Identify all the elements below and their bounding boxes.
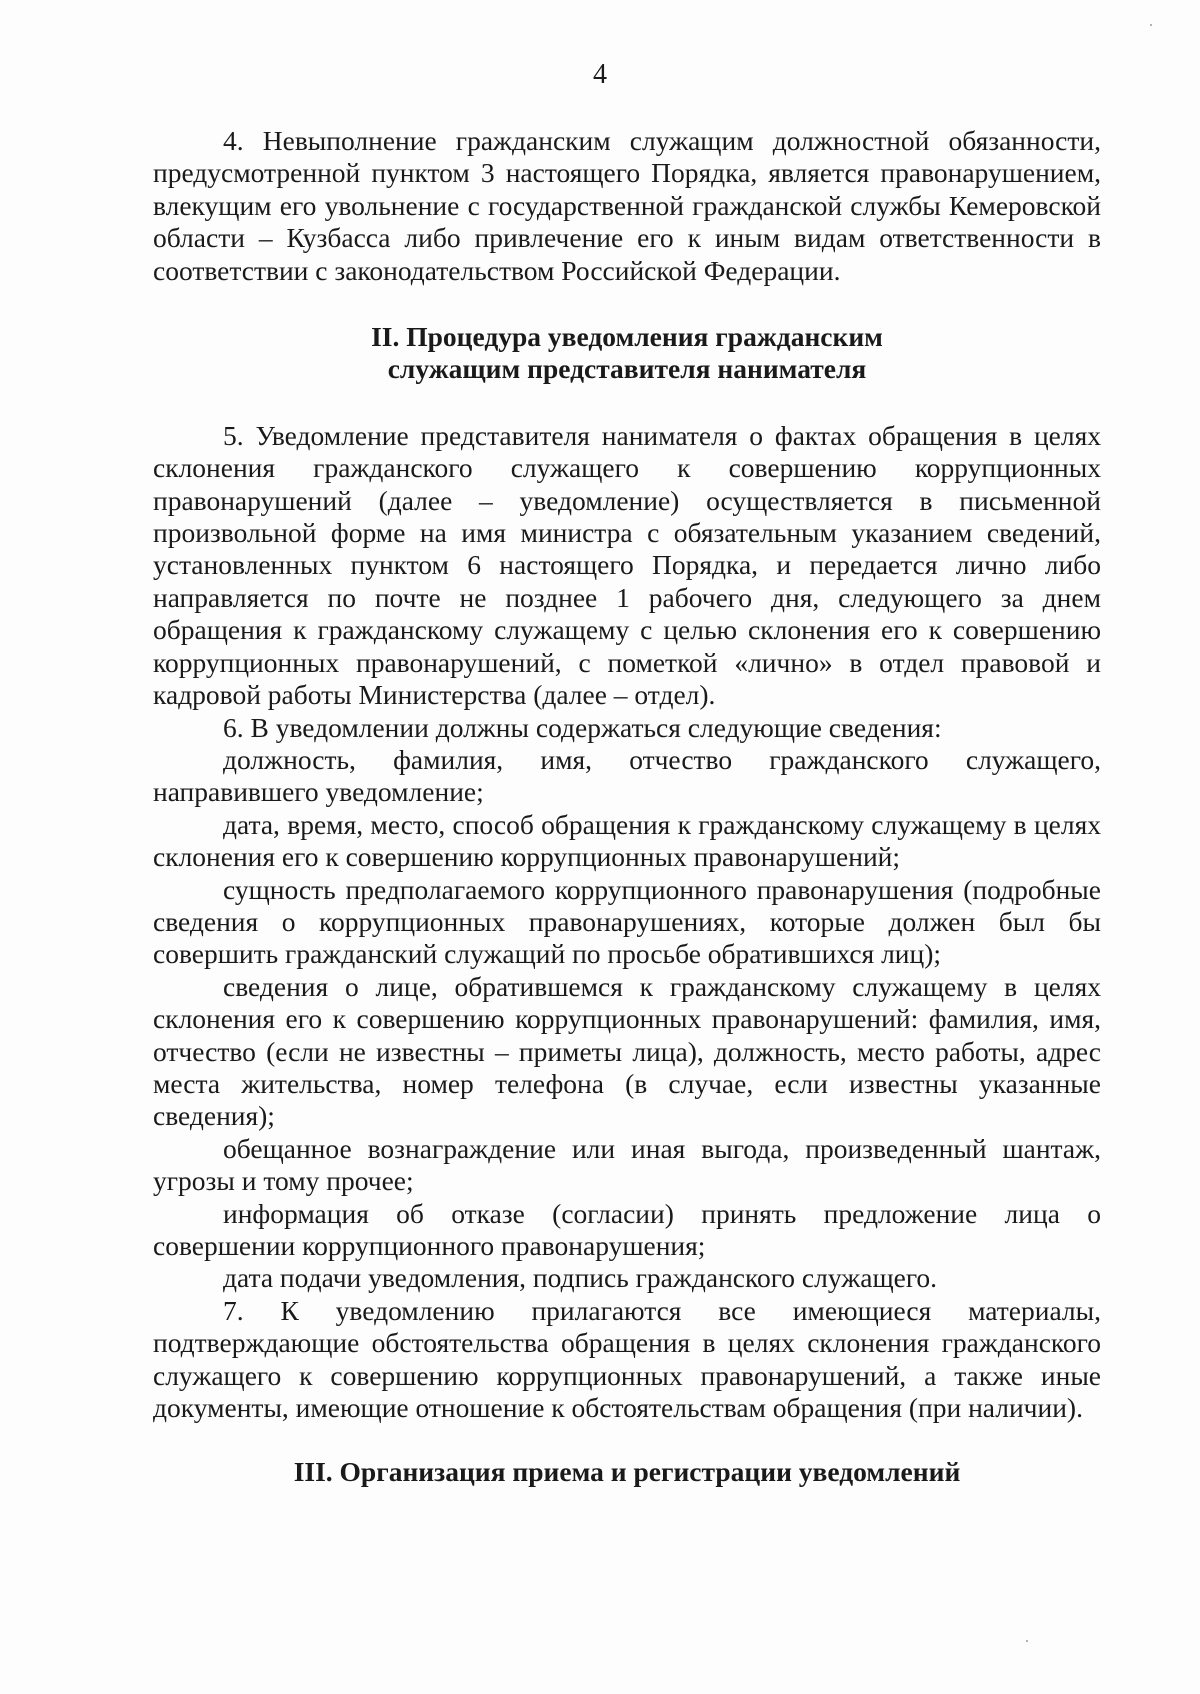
list-item-reward: обещанное вознаграждение или иная выгода, произведенный шантаж, угрозы и тому прочее; <box>153 1132 1101 1197</box>
list-item-refusal-info: информация об отказе (согласии) принять предложение лица о совершении коррупционного правонарушения; <box>153 1197 1101 1261</box>
paragraph-6: 6. В уведомлении должны содержаться следующие сведения: <box>223 711 942 743</box>
list-item-essence: сущность предполагаемого коррупционного правонарушения (подробные сведения о коррупционных правонарушениях, которые должен был бы совершить гражданский служащий по просьбе обратившихся лиц); <box>153 873 1101 970</box>
page-number: 4 <box>593 59 607 90</box>
section-2-heading <box>153 321 1101 386</box>
paragraph-7: 7. К уведомлению прилагаются все имеющиеся материалы, подтверждающие обстоятельства обращения в целях склонения гражданского служащего к совершению коррупционных правонарушений, а также иные документы, имеющие отношение к обстоятельствам обращения (при наличии). <box>153 1294 1101 1424</box>
paragraph-5: 5. Уведомление представителя нанимателя о фактах обращения в целях склонения гражданского служащего к совершению коррупционных правонарушений (далее – уведомление) осуществляется в письменной произвольной форме на имя министра с обязательным указанием сведений, установленных пунктом 6 настоящего Порядка, и передается лично либо направляется по почте не позднее 1 рабочего дня, следующего за днем обращения к гражданскому служащему с целью склонения его к совершению коррупционных правонарушений, с пометкой «лично» в отдел правовой и кадровой работы Министерства (далее – отдел). <box>153 419 1101 711</box>
list-item-date-time-place: дата, время, место, способ обращения к гражданскому служащему в целях склонения его к совершению коррупционных правонарушений; <box>153 808 1101 873</box>
section-2-heading-line-1: II. Процедура уведомления гражданским <box>371 321 883 353</box>
list-item-date-signature: дата подачи уведомления, подпись гражданского служащего. <box>223 1262 938 1294</box>
document-body <box>153 125 1101 1489</box>
section-2-heading-line-2: служащим представителя нанимателя <box>387 353 867 385</box>
paragraph-4: 4. Невыполнение гражданским служащим должностной обязанности, предусмотренной пунктом 3 настоящего Порядка, является правонарушением, влекущим его увольнение с государственной гражданской службы Кемеровской области – Кузбасса либо привлечение его к иным видам ответственности в соответствии с законодательством Российской Федерации. <box>153 125 1101 286</box>
list-item-position-name: должность, фамилия, имя, отчество гражданского служащего, направившего уведомление; <box>153 743 1101 808</box>
scan-speck <box>1150 24 1152 26</box>
list-item-person-info: сведения о лице, обратившемся к гражданскому служащему в целях склонения его к совершению коррупционных правонарушений: фамилия, имя, отчество (если не известны – приметы лица), должность, место работы, адрес места жительства, номер телефона (в случае, если известны указанные сведения); <box>153 970 1101 1132</box>
section-3-heading: III. Организация приема и регистрации уведомлений <box>293 1456 961 1488</box>
scan-speck <box>1026 1640 1028 1642</box>
